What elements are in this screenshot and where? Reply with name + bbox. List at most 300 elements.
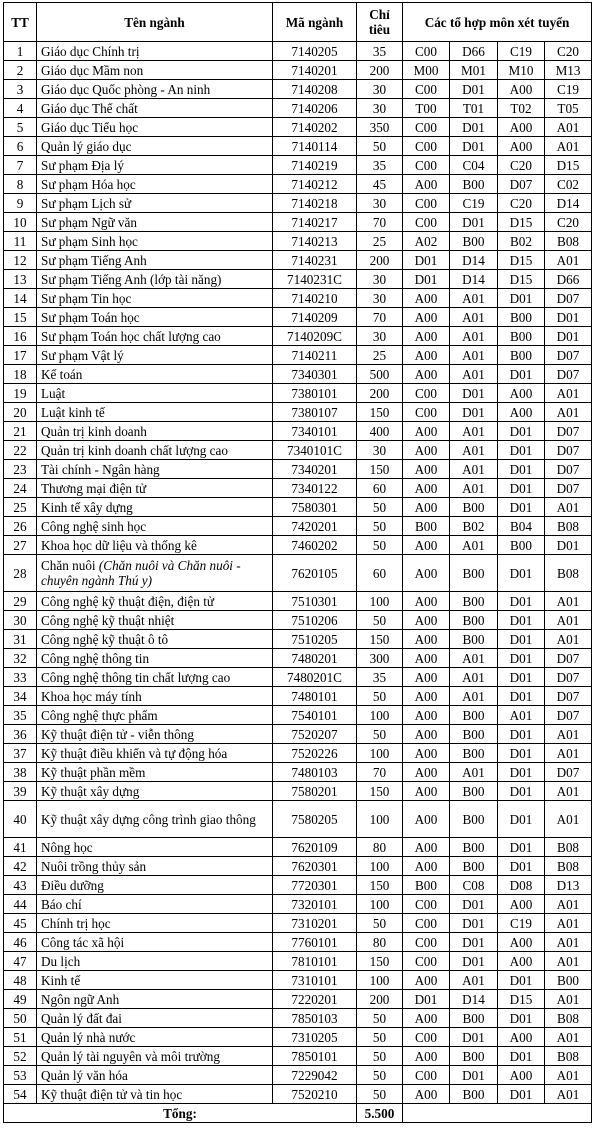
row-to-hop-3: D15 bbox=[498, 213, 545, 232]
row-to-hop-2: B00 bbox=[450, 744, 498, 763]
row-ma-nganh: 7810101 bbox=[273, 952, 357, 971]
row-chi-tieu: 70 bbox=[357, 763, 403, 782]
row-tt: 52 bbox=[4, 1047, 37, 1066]
row-ten-nganh: Sư phạm Địa lý bbox=[37, 156, 273, 175]
row-ten-nganh: Nông học bbox=[37, 838, 273, 857]
row-ten-nganh: Kỹ thuật điện tử - viễn thông bbox=[37, 725, 273, 744]
row-tt: 18 bbox=[4, 365, 37, 384]
row-ma-nganh: 7340122 bbox=[273, 479, 357, 498]
row-ma-nganh: 7720301 bbox=[273, 876, 357, 895]
row-to-hop-3: A00 bbox=[498, 1028, 545, 1047]
row-to-hop-3: D01 bbox=[498, 687, 545, 706]
row-to-hop-1: A00 bbox=[403, 725, 450, 744]
row-to-hop-2: T01 bbox=[450, 99, 498, 118]
row-chi-tieu: 30 bbox=[357, 327, 403, 346]
row-ten-nganh: Công nghệ sinh học bbox=[37, 517, 273, 536]
row-to-hop-1: C00 bbox=[403, 156, 450, 175]
row-ma-nganh: 7850101 bbox=[273, 1047, 357, 1066]
row-to-hop-1: A00 bbox=[403, 346, 450, 365]
row-to-hop-4: A01 bbox=[545, 933, 592, 952]
row-tt: 30 bbox=[4, 611, 37, 630]
row-to-hop-4: B08 bbox=[545, 838, 592, 857]
row-ma-nganh: 7760101 bbox=[273, 933, 357, 952]
row-to-hop-1: A00 bbox=[403, 687, 450, 706]
table-row bbox=[4, 687, 592, 706]
row-tt: 2 bbox=[4, 61, 37, 80]
row-to-hop-1: A00 bbox=[403, 327, 450, 346]
row-to-hop-4: A01 bbox=[545, 498, 592, 517]
table-row bbox=[4, 327, 592, 346]
table-row bbox=[4, 876, 592, 895]
row-ten-nganh-main: Chăn nuôi bbox=[41, 558, 96, 573]
row-tt: 47 bbox=[4, 952, 37, 971]
row-to-hop-3: D01 bbox=[498, 801, 545, 838]
row-to-hop-4: B08 bbox=[545, 1047, 592, 1066]
row-to-hop-4: D07 bbox=[545, 763, 592, 782]
row-tt: 38 bbox=[4, 763, 37, 782]
row-to-hop-4: A01 bbox=[545, 744, 592, 763]
row-to-hop-1: A00 bbox=[403, 763, 450, 782]
row-to-hop-1: A00 bbox=[403, 479, 450, 498]
row-ma-nganh: 7310205 bbox=[273, 1028, 357, 1047]
row-ten-nganh: Sư phạm Tin học bbox=[37, 289, 273, 308]
row-tt: 44 bbox=[4, 895, 37, 914]
row-chi-tieu: 30 bbox=[357, 99, 403, 118]
row-to-hop-2: B00 bbox=[450, 498, 498, 517]
row-to-hop-2: B00 bbox=[450, 782, 498, 801]
row-ma-nganh: 7460202 bbox=[273, 536, 357, 555]
row-to-hop-1: C00 bbox=[403, 384, 450, 403]
row-tt: 4 bbox=[4, 99, 37, 118]
row-to-hop-3: D01 bbox=[498, 838, 545, 857]
row-to-hop-3: A00 bbox=[498, 933, 545, 952]
row-ten-nganh: Ngôn ngữ Anh bbox=[37, 990, 273, 1009]
row-to-hop-4: A01 bbox=[545, 592, 592, 611]
row-chi-tieu: 100 bbox=[357, 895, 403, 914]
row-to-hop-4: D07 bbox=[545, 668, 592, 687]
table-row bbox=[4, 251, 592, 270]
row-to-hop-1: C00 bbox=[403, 914, 450, 933]
row-ten-nganh: Kinh tế xây dựng bbox=[37, 498, 273, 517]
table-row bbox=[4, 498, 592, 517]
row-to-hop-4: B08 bbox=[545, 857, 592, 876]
table-row bbox=[4, 649, 592, 668]
row-ten-nganh: Luật bbox=[37, 384, 273, 403]
row-to-hop-1: A00 bbox=[403, 441, 450, 460]
table-row bbox=[4, 270, 592, 289]
row-tt: 22 bbox=[4, 441, 37, 460]
table-row bbox=[4, 763, 592, 782]
row-to-hop-2: A01 bbox=[450, 365, 498, 384]
row-to-hop-3: D01 bbox=[498, 460, 545, 479]
row-to-hop-2: B00 bbox=[450, 611, 498, 630]
row-to-hop-1: A00 bbox=[403, 1085, 450, 1104]
row-to-hop-3: A00 bbox=[498, 80, 545, 99]
row-ten-nganh: Khoa học dữ liệu và thống kê bbox=[37, 536, 273, 555]
row-tt: 16 bbox=[4, 327, 37, 346]
row-to-hop-4: A01 bbox=[545, 1066, 592, 1085]
row-ma-nganh: 7580301 bbox=[273, 498, 357, 517]
row-to-hop-2: B00 bbox=[450, 706, 498, 725]
row-to-hop-3: D01 bbox=[498, 1047, 545, 1066]
table-body bbox=[4, 42, 592, 1104]
row-ma-nganh: 7520207 bbox=[273, 725, 357, 744]
row-to-hop-3: C19 bbox=[498, 42, 545, 61]
row-to-hop-1: M00 bbox=[403, 61, 450, 80]
row-chi-tieu: 60 bbox=[357, 555, 403, 592]
row-tt: 51 bbox=[4, 1028, 37, 1047]
row-to-hop-2: B00 bbox=[450, 801, 498, 838]
row-chi-tieu: 200 bbox=[357, 990, 403, 1009]
row-to-hop-1: A00 bbox=[403, 175, 450, 194]
row-to-hop-3: D01 bbox=[498, 1009, 545, 1028]
row-to-hop-2: B00 bbox=[450, 592, 498, 611]
row-to-hop-4: D15 bbox=[545, 156, 592, 175]
row-ten-nganh: Giáo dục Chính trị bbox=[37, 42, 273, 61]
row-to-hop-4: A01 bbox=[545, 403, 592, 422]
row-chi-tieu: 50 bbox=[357, 1028, 403, 1047]
row-tt: 27 bbox=[4, 536, 37, 555]
row-tt: 32 bbox=[4, 649, 37, 668]
row-to-hop-3: D01 bbox=[498, 1085, 545, 1104]
row-ma-nganh: 7229042 bbox=[273, 1066, 357, 1085]
row-to-hop-3: A01 bbox=[498, 706, 545, 725]
row-tt: 53 bbox=[4, 1066, 37, 1085]
row-ma-nganh: 7480101 bbox=[273, 687, 357, 706]
row-ma-nganh: 7580205 bbox=[273, 801, 357, 838]
row-tt: 7 bbox=[4, 156, 37, 175]
row-ten-nganh: Nuôi trồng thủy sản bbox=[37, 857, 273, 876]
row-ten-nganh: Báo chí bbox=[37, 895, 273, 914]
row-to-hop-1: A00 bbox=[403, 592, 450, 611]
table-row bbox=[4, 137, 592, 156]
header-tt: TT bbox=[4, 3, 37, 42]
row-to-hop-3: M10 bbox=[498, 61, 545, 80]
row-to-hop-2: B00 bbox=[450, 555, 498, 592]
row-to-hop-4: B08 bbox=[545, 555, 592, 592]
row-chi-tieu: 25 bbox=[357, 346, 403, 365]
row-to-hop-4: A01 bbox=[545, 611, 592, 630]
row-to-hop-1: A00 bbox=[403, 308, 450, 327]
row-ma-nganh: 7320101 bbox=[273, 895, 357, 914]
row-to-hop-3: A00 bbox=[498, 1066, 545, 1085]
row-to-hop-4: B08 bbox=[545, 232, 592, 251]
row-to-hop-2: D01 bbox=[450, 137, 498, 156]
row-to-hop-2: D14 bbox=[450, 990, 498, 1009]
row-tt: 17 bbox=[4, 346, 37, 365]
table-row bbox=[4, 725, 592, 744]
row-ma-nganh: 7140217 bbox=[273, 213, 357, 232]
header-chi-tieu bbox=[357, 3, 403, 42]
row-to-hop-3: D01 bbox=[498, 668, 545, 687]
row-ma-nganh: 7140209C bbox=[273, 327, 357, 346]
row-chi-tieu: 150 bbox=[357, 403, 403, 422]
row-chi-tieu: 50 bbox=[357, 498, 403, 517]
table-row bbox=[4, 175, 592, 194]
table-row bbox=[4, 441, 592, 460]
row-to-hop-1: C00 bbox=[403, 118, 450, 137]
row-ten-nganh: Quản lý nhà nước bbox=[37, 1028, 273, 1047]
row-to-hop-3: D01 bbox=[498, 592, 545, 611]
row-ma-nganh: 7140202 bbox=[273, 118, 357, 137]
row-ten-nganh: Giáo dục Quốc phòng - An ninh bbox=[37, 80, 273, 99]
row-to-hop-4: A01 bbox=[545, 251, 592, 270]
row-to-hop-2: B00 bbox=[450, 175, 498, 194]
row-ma-nganh: 7480201C bbox=[273, 668, 357, 687]
row-to-hop-2: B00 bbox=[450, 725, 498, 744]
row-to-hop-2: A01 bbox=[450, 536, 498, 555]
row-to-hop-3: C20 bbox=[498, 156, 545, 175]
row-tt: 26 bbox=[4, 517, 37, 536]
row-chi-tieu: 80 bbox=[357, 838, 403, 857]
row-to-hop-3: D01 bbox=[498, 763, 545, 782]
table-row bbox=[4, 801, 592, 838]
admission-table bbox=[3, 2, 592, 1123]
row-to-hop-4: A01 bbox=[545, 1085, 592, 1104]
row-ma-nganh: 7340101C bbox=[273, 441, 357, 460]
row-chi-tieu: 150 bbox=[357, 952, 403, 971]
row-ma-nganh: 7620105 bbox=[273, 555, 357, 592]
row-to-hop-1: C00 bbox=[403, 194, 450, 213]
row-ten-nganh: Du lịch bbox=[37, 952, 273, 971]
row-ten-nganh: Sư phạm Ngữ văn bbox=[37, 213, 273, 232]
header-ma-nganh: Mã ngành bbox=[273, 3, 357, 42]
row-ma-nganh: 7140114 bbox=[273, 137, 357, 156]
table-row bbox=[4, 611, 592, 630]
row-ma-nganh: 7140206 bbox=[273, 99, 357, 118]
row-ten-nganh: Sư phạm Tiếng Anh (lớp tài năng) bbox=[37, 270, 273, 289]
row-chi-tieu: 50 bbox=[357, 1047, 403, 1066]
row-chi-tieu: 100 bbox=[357, 744, 403, 763]
table-row bbox=[4, 42, 592, 61]
row-ten-nganh: Thương mại điện tử bbox=[37, 479, 273, 498]
row-to-hop-3: D01 bbox=[498, 630, 545, 649]
row-chi-tieu: 350 bbox=[357, 118, 403, 137]
row-ten-nganh: Giáo dục Tiểu học bbox=[37, 118, 273, 137]
row-to-hop-3: A00 bbox=[498, 895, 545, 914]
table-row bbox=[4, 99, 592, 118]
row-ma-nganh: 7510301 bbox=[273, 592, 357, 611]
row-to-hop-1: C00 bbox=[403, 1066, 450, 1085]
header-ten-nganh: Tên ngành bbox=[37, 3, 273, 42]
table-row bbox=[4, 895, 592, 914]
row-ma-nganh: 7510205 bbox=[273, 630, 357, 649]
row-to-hop-2: A01 bbox=[450, 308, 498, 327]
row-to-hop-2: D01 bbox=[450, 952, 498, 971]
row-to-hop-1: C00 bbox=[403, 895, 450, 914]
row-to-hop-4: C20 bbox=[545, 213, 592, 232]
row-ma-nganh: 7220201 bbox=[273, 990, 357, 1009]
row-to-hop-4: D07 bbox=[545, 346, 592, 365]
row-to-hop-2: B00 bbox=[450, 1009, 498, 1028]
row-chi-tieu: 30 bbox=[357, 80, 403, 99]
table-row bbox=[4, 156, 592, 175]
row-to-hop-3: D01 bbox=[498, 479, 545, 498]
row-to-hop-1: C00 bbox=[403, 80, 450, 99]
row-to-hop-4: B08 bbox=[545, 1009, 592, 1028]
row-tt: 46 bbox=[4, 933, 37, 952]
row-ma-nganh: 7420201 bbox=[273, 517, 357, 536]
row-ten-nganh: Điều dưỡng bbox=[37, 876, 273, 895]
row-to-hop-3: B00 bbox=[498, 327, 545, 346]
row-tt: 3 bbox=[4, 80, 37, 99]
row-to-hop-2: A01 bbox=[450, 327, 498, 346]
row-to-hop-2: D01 bbox=[450, 384, 498, 403]
row-to-hop-2: B00 bbox=[450, 1047, 498, 1066]
row-to-hop-1: C00 bbox=[403, 952, 450, 971]
row-to-hop-3: D01 bbox=[498, 441, 545, 460]
table-row bbox=[4, 933, 592, 952]
row-to-hop-3: D01 bbox=[498, 744, 545, 763]
table-row bbox=[4, 384, 592, 403]
row-chi-tieu: 25 bbox=[357, 232, 403, 251]
header-row bbox=[4, 3, 592, 42]
row-to-hop-3: D15 bbox=[498, 270, 545, 289]
row-to-hop-2: D01 bbox=[450, 914, 498, 933]
row-tt: 23 bbox=[4, 460, 37, 479]
row-chi-tieu: 30 bbox=[357, 441, 403, 460]
row-ten-nganh: Quản trị kinh doanh chất lượng cao bbox=[37, 441, 273, 460]
row-ten-nganh: Luật kinh tế bbox=[37, 403, 273, 422]
row-ma-nganh: 7140219 bbox=[273, 156, 357, 175]
row-to-hop-2: D01 bbox=[450, 933, 498, 952]
row-to-hop-1: A00 bbox=[403, 365, 450, 384]
row-to-hop-4: M13 bbox=[545, 61, 592, 80]
row-tt: 34 bbox=[4, 687, 37, 706]
row-chi-tieu: 400 bbox=[357, 422, 403, 441]
row-to-hop-1: C00 bbox=[403, 1028, 450, 1047]
row-to-hop-3: D01 bbox=[498, 971, 545, 990]
row-ma-nganh: 7480103 bbox=[273, 763, 357, 782]
row-to-hop-2: A01 bbox=[450, 422, 498, 441]
row-ma-nganh: 7310101 bbox=[273, 971, 357, 990]
row-to-hop-4: A01 bbox=[545, 725, 592, 744]
row-to-hop-2: D66 bbox=[450, 42, 498, 61]
row-tt: 1 bbox=[4, 42, 37, 61]
row-ten-nganh: Sư phạm Hóa học bbox=[37, 175, 273, 194]
row-chi-tieu: 70 bbox=[357, 308, 403, 327]
row-chi-tieu: 50 bbox=[357, 137, 403, 156]
row-ma-nganh: 7380107 bbox=[273, 403, 357, 422]
row-to-hop-2: A01 bbox=[450, 441, 498, 460]
table-row bbox=[4, 232, 592, 251]
row-chi-tieu: 100 bbox=[357, 706, 403, 725]
row-to-hop-2: M01 bbox=[450, 61, 498, 80]
table-row bbox=[4, 460, 592, 479]
row-tt: 40 bbox=[4, 801, 37, 838]
row-to-hop-4: D66 bbox=[545, 270, 592, 289]
row-chi-tieu: 50 bbox=[357, 914, 403, 933]
header-to-hop: Các tổ hợp môn xét tuyển bbox=[403, 3, 592, 42]
row-to-hop-2: A01 bbox=[450, 668, 498, 687]
row-to-hop-1: C00 bbox=[403, 42, 450, 61]
row-ten-nganh: Quản lý tài nguyên và môi trường bbox=[37, 1047, 273, 1066]
row-ten-nganh: Kỹ thuật phần mềm bbox=[37, 763, 273, 782]
row-tt: 54 bbox=[4, 1085, 37, 1104]
row-ma-nganh: 7140218 bbox=[273, 194, 357, 213]
table-row bbox=[4, 61, 592, 80]
row-ten-nganh: Công tác xã hội bbox=[37, 933, 273, 952]
row-ten-nganh: Kinh tế bbox=[37, 971, 273, 990]
table-row bbox=[4, 971, 592, 990]
row-ma-nganh: 7140201 bbox=[273, 61, 357, 80]
row-to-hop-3: B00 bbox=[498, 536, 545, 555]
row-to-hop-4: D07 bbox=[545, 422, 592, 441]
row-ma-nganh: 7380101 bbox=[273, 384, 357, 403]
row-ten-nganh: Công nghệ thực phẩm bbox=[37, 706, 273, 725]
row-to-hop-4: A01 bbox=[545, 990, 592, 1009]
row-to-hop-3: D01 bbox=[498, 289, 545, 308]
row-to-hop-4: D01 bbox=[545, 327, 592, 346]
row-ma-nganh: 7340301 bbox=[273, 365, 357, 384]
row-ma-nganh: 7580201 bbox=[273, 782, 357, 801]
row-to-hop-3: D15 bbox=[498, 251, 545, 270]
row-to-hop-2: C08 bbox=[450, 876, 498, 895]
row-to-hop-1: A00 bbox=[403, 536, 450, 555]
table-row bbox=[4, 706, 592, 725]
row-to-hop-1: A00 bbox=[403, 498, 450, 517]
row-ma-nganh: 7620301 bbox=[273, 857, 357, 876]
row-to-hop-4: A01 bbox=[545, 137, 592, 156]
row-tt: 12 bbox=[4, 251, 37, 270]
row-tt: 49 bbox=[4, 990, 37, 1009]
row-to-hop-3: B00 bbox=[498, 308, 545, 327]
table-row bbox=[4, 194, 592, 213]
row-to-hop-1: A00 bbox=[403, 971, 450, 990]
table-row bbox=[4, 914, 592, 933]
row-tt: 21 bbox=[4, 422, 37, 441]
row-to-hop-4: D07 bbox=[545, 649, 592, 668]
row-tt: 10 bbox=[4, 213, 37, 232]
row-to-hop-4: D01 bbox=[545, 536, 592, 555]
row-to-hop-4: C19 bbox=[545, 80, 592, 99]
row-to-hop-2: D01 bbox=[450, 213, 498, 232]
row-chi-tieu: 150 bbox=[357, 876, 403, 895]
row-chi-tieu: 70 bbox=[357, 213, 403, 232]
row-to-hop-1: D01 bbox=[403, 251, 450, 270]
row-ten-nganh: Kỹ thuật xây dựng công trình giao thông bbox=[37, 801, 273, 838]
row-to-hop-4: A01 bbox=[545, 895, 592, 914]
row-to-hop-4: A01 bbox=[545, 952, 592, 971]
row-ma-nganh: 7140211 bbox=[273, 346, 357, 365]
row-to-hop-3: C19 bbox=[498, 914, 545, 933]
row-tt: 36 bbox=[4, 725, 37, 744]
row-ma-nganh: 7340101 bbox=[273, 422, 357, 441]
row-to-hop-3: T02 bbox=[498, 99, 545, 118]
row-to-hop-1: A00 bbox=[403, 857, 450, 876]
row-chi-tieu: 150 bbox=[357, 460, 403, 479]
row-to-hop-2: D01 bbox=[450, 403, 498, 422]
table-row bbox=[4, 365, 592, 384]
row-ten-nganh: Giáo dục Mầm non bbox=[37, 61, 273, 80]
row-ma-nganh: 7540101 bbox=[273, 706, 357, 725]
table-row bbox=[4, 952, 592, 971]
row-to-hop-4: A01 bbox=[545, 914, 592, 933]
row-to-hop-1: B00 bbox=[403, 517, 450, 536]
row-ten-nganh: Kỹ thuật điều khiển và tự động hóa bbox=[37, 744, 273, 763]
row-to-hop-1: C00 bbox=[403, 137, 450, 156]
row-to-hop-4: D07 bbox=[545, 687, 592, 706]
table-row bbox=[4, 289, 592, 308]
row-tt: 43 bbox=[4, 876, 37, 895]
row-to-hop-2: B00 bbox=[450, 630, 498, 649]
row-to-hop-3: D01 bbox=[498, 422, 545, 441]
row-to-hop-1: A00 bbox=[403, 555, 450, 592]
row-chi-tieu: 30 bbox=[357, 270, 403, 289]
row-tt: 13 bbox=[4, 270, 37, 289]
table-row bbox=[4, 1085, 592, 1104]
row-to-hop-4: B00 bbox=[545, 971, 592, 990]
